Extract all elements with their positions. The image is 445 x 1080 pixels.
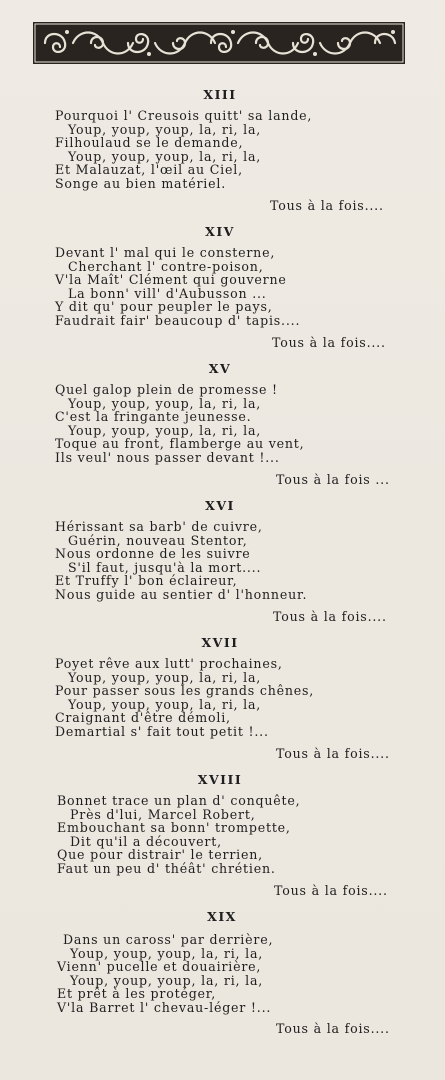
stanza-number: XVI [205,498,235,513]
stanza-number: XV [208,361,232,376]
verse-line: Youp, youp, youp, la, ri, la, [68,149,262,164]
verse-line: Youp, youp, youp, la, ri, la, [70,946,264,961]
verse-line: Nous guide au sentier d' l'honneur. [55,587,308,602]
refrain: Tous à la fois ... [276,472,390,487]
verse-line: Pour passer sous les grands chênes, [55,683,315,698]
verse-line: Quel galop plein de promesse ! [55,382,278,397]
verse-line: Vienn' pucelle et douairière, [57,959,262,974]
verse-line: Youp, youp, youp, la, ri, la, [70,973,264,988]
verse-line: Cherchant l' contre-poison, [68,259,264,274]
verse-line: Filhoulaud se le demande, [55,135,244,150]
ornamental-header-band [33,22,405,64]
verse-line: Ils veul' nous passer devant !... [55,450,280,465]
verse-line: La bonn' vill' d'Aubusson ... [68,286,267,301]
verse-line: Toque au front, flamberge au vent, [55,436,305,451]
refrain: Tous à la fois.... [273,609,387,624]
verse-line: Que pour distrair' le terrien, [57,847,263,862]
refrain: Tous à la fois.... [272,335,386,350]
verse-line: Devant l' mal qui le consterne, [55,245,276,260]
verse-line: Bonnet trace un plan d' conquête, [57,793,301,808]
verse-line: Youp, youp, youp, la, ri, la, [68,423,262,438]
verse-line: Dit qu'il a découvert, [70,834,222,849]
verse-line: S'il faut, jusqu'à la mort.... [68,560,262,575]
refrain: Tous à la fois.... [276,746,390,761]
refrain: Tous à la fois.... [276,1021,390,1036]
stanza-number: XIV [205,224,235,239]
refrain: Tous à la fois.... [274,883,388,898]
verse-line: Youp, youp, youp, la, ri, la, [68,670,262,685]
verse-line: Faut un peu d' théât' chrétien. [57,861,276,876]
verse-line: Pourquoi l' Creusois quitt' sa lande, [55,108,313,123]
verse-line: Poyet rêve aux lutt' prochaines, [55,656,283,671]
refrain: Tous à la fois.... [270,198,384,213]
verse-line: Y dit qu' pour peupler le pays, [55,299,273,314]
verse-line: Youp, youp, youp, la, ri, la, [68,396,262,411]
verse-line: V'la Barret l' chevau-léger !... [57,1000,272,1015]
verse-line: Et prêt à les protéger, [57,986,217,1001]
stanza-number: XVIII [197,772,243,787]
verse-line: Demartial s' fait tout petit !... [55,724,269,739]
verse-line: Guérin, nouveau Stentor, [68,533,248,548]
verse-line: C'est la fringante jeunesse. [55,409,252,424]
verse-line: Hérissant sa barb' de cuivre, [55,519,263,534]
verse-line: Songe au bien matériel. [55,176,227,191]
verse-line: Youp, youp, youp, la, ri, la, [68,122,262,137]
stanza-number: XVII [201,635,239,650]
verse-line: Et Truffy l' bon éclaireur, [55,573,238,588]
verse-line: Et Malauzat, l'œil au Ciel, [55,162,243,177]
verse-line: Youp, youp, youp, la, ri, la, [68,697,262,712]
verse-line: Nous ordonne de les suivre [55,546,251,561]
verse-line: Craignant d'être démoli, [55,710,231,725]
verse-line: V'la Maît' Clément qui gouverne [55,272,287,287]
verse-line: Dans un caross' par derrière, [63,932,274,947]
stanza-number: XIX [207,909,237,924]
verse-line: Près d'lui, Marcel Robert, [70,807,256,822]
verse-line: Embouchant sa bonn' trompette, [57,820,291,835]
stanza-number: XIII [203,87,237,102]
verse-line: Faudrait fair' beaucoup d' tapis.... [55,313,301,328]
